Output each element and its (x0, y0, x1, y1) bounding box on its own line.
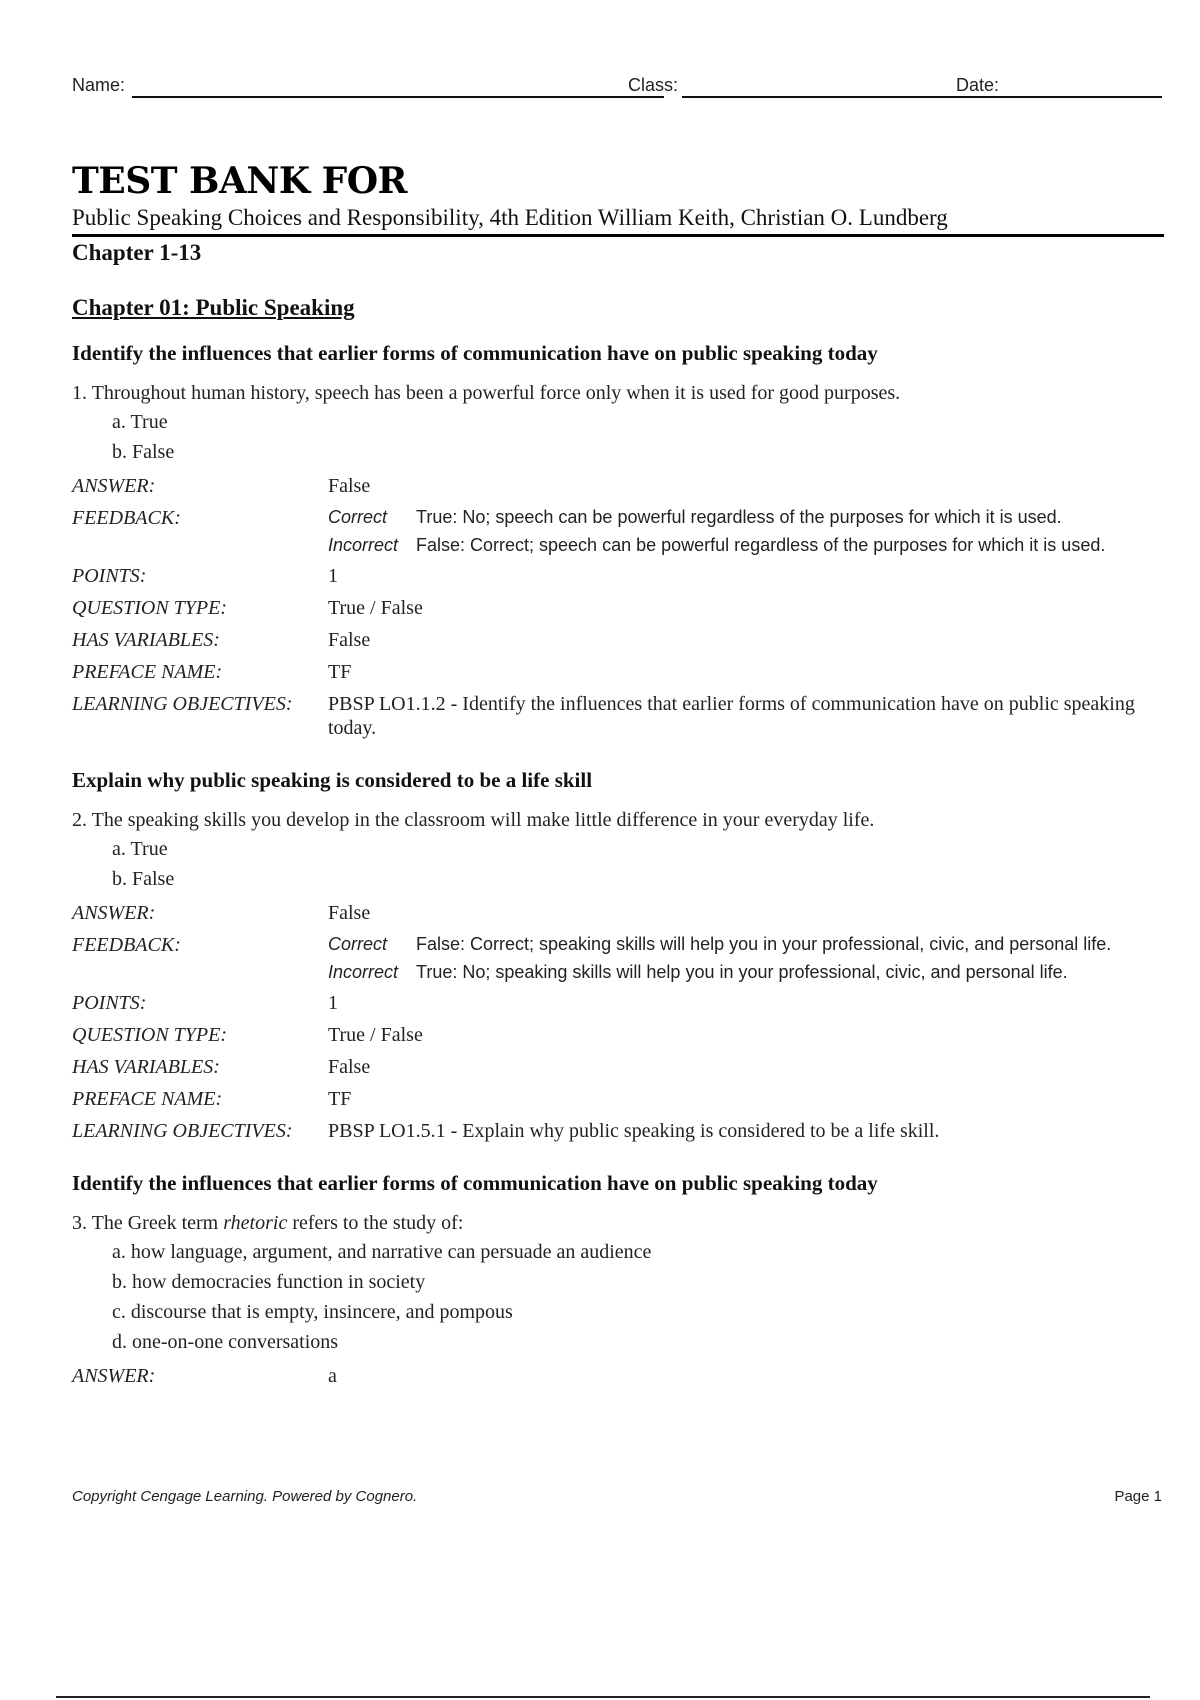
answer-options (112, 836, 1164, 896)
question-text: Throughout human history, speech has been a powerful force only when it is used for good purposes. (91, 382, 901, 404)
question-type-value: True / False (328, 597, 423, 619)
question-type-label: QUESTION TYPE: (72, 597, 228, 619)
answer-option: b. False (112, 441, 175, 463)
preface-name-label: PREFACE NAME: (72, 1088, 223, 1110)
question-text-after: refers to the study of: (292, 1212, 464, 1234)
answer-option: b. False (112, 868, 175, 890)
feedback-type: Correct (328, 934, 388, 954)
question-term: rhetoric (223, 1212, 288, 1234)
answer-option: b. how democracies function in society (112, 1271, 426, 1293)
preface-name-value: TF (328, 1088, 352, 1110)
feedback-type: Correct (328, 507, 388, 527)
copyright-text: Copyright Cengage Learning. Powered by Cognero. (72, 1488, 418, 1505)
question-text-before: The Greek term (91, 1212, 219, 1234)
feedback-label: FEEDBACK: (72, 934, 181, 956)
chapter-range: Chapter 1-13 (72, 240, 202, 265)
question-metadata (72, 898, 1164, 1148)
answer-option: d. one-on-one conversations (112, 1331, 339, 1353)
class-label: Class: (628, 75, 679, 95)
answer-option: c. discourse that is empty, insincere, and pompous (112, 1301, 513, 1323)
feedback-text: False: Correct; speaking skills will help you in your professional, civic, and personal life. (416, 934, 1112, 954)
name-field-line (132, 96, 664, 98)
question-stem (72, 380, 1164, 406)
feedback-type: Incorrect (328, 535, 399, 555)
feedback-type: Incorrect (328, 962, 399, 982)
name-label: Name: (72, 75, 126, 95)
question-metadata (72, 1361, 1164, 1393)
answer-value: False (328, 902, 371, 924)
answer-label: ANSWER: (72, 475, 156, 497)
feedback-row (328, 506, 1164, 528)
objective-heading: Identify the influences that earlier forms of communication have on public speaking today (72, 1171, 878, 1195)
points-label: POINTS: (72, 992, 147, 1014)
feedback-row (328, 534, 1164, 556)
page-footer (72, 1488, 1162, 1510)
question-text: The speaking skills you develop in the classroom will make little difference in your everyday life. (91, 809, 875, 831)
points-value: 1 (328, 992, 338, 1014)
feedback-text: True: No; speaking skills will help you in your professional, civic, and personal life. (416, 962, 1068, 982)
title-rule (72, 234, 1164, 237)
answer-label: ANSWER: (72, 1365, 156, 1387)
answer-option: a. True (112, 838, 168, 860)
date-field-line (1006, 96, 1162, 98)
question-1 (72, 340, 1164, 745)
question-2 (72, 767, 1164, 1148)
chapter-heading: Chapter 01: Public Speaking (72, 295, 355, 320)
answer-value: a (328, 1365, 337, 1387)
page-number: Page 1 (1114, 1488, 1162, 1505)
answer-options (112, 1239, 1164, 1359)
learning-objectives-value: PBSP LO1.1.2 - Identify the influences that earlier forms of communication have on public speaking today. (328, 693, 1135, 739)
question-stem (72, 1210, 1164, 1236)
learning-objectives-label: LEARNING OBJECTIVES: (72, 1120, 293, 1142)
learning-objectives-label: LEARNING OBJECTIVES: (72, 693, 293, 715)
points-label: POINTS: (72, 565, 147, 587)
answer-label: ANSWER: (72, 902, 156, 924)
question-list (72, 340, 1164, 1415)
feedback-label: FEEDBACK: (72, 507, 181, 529)
answer-value: False (328, 475, 371, 497)
has-variables-value: False (328, 1056, 371, 1078)
feedback-row (328, 961, 1164, 983)
preface-name-value: TF (328, 661, 352, 683)
question-metadata (72, 471, 1164, 745)
points-value: 1 (328, 565, 338, 587)
objective-heading: Explain why public speaking is considered to be a life skill (72, 768, 593, 792)
has-variables-value: False (328, 629, 371, 651)
answer-options (112, 409, 1164, 469)
question-type-label: QUESTION TYPE: (72, 1024, 228, 1046)
has-variables-label: HAS VARIABLES: (72, 629, 220, 651)
question-number: 1. (72, 382, 87, 404)
answer-option: a. how language, argument, and narrative can persuade an audience (112, 1241, 652, 1263)
feedback-list (328, 503, 1164, 561)
preface-name-label: PREFACE NAME: (72, 661, 223, 683)
feedback-list (328, 930, 1164, 988)
question-number: 2. (72, 809, 87, 831)
feedback-text: False: Correct; speech can be powerful regardless of the purposes for which it is used. (416, 535, 1106, 555)
question-3 (72, 1170, 1164, 1393)
page-edge-rule (56, 1696, 1150, 1698)
date-label: Date: (956, 75, 1000, 95)
header-fields (72, 72, 1162, 102)
answer-option: a. True (112, 411, 168, 433)
question-stem (72, 807, 1164, 833)
learning-objectives-value: PBSP LO1.5.1 - Explain why public speaking is considered to be a life skill. (328, 1120, 940, 1142)
feedback-row (328, 933, 1164, 955)
objective-heading: Identify the influences that earlier forms of communication have on public speaking today (72, 341, 878, 365)
title-block (72, 160, 1164, 267)
question-number: 3. (72, 1212, 87, 1234)
feedback-text: True: No; speech can be powerful regardless of the purposes for which it is used. (416, 507, 1062, 527)
document-subtitle: Public Speaking Choices and Responsibility, 4th Edition William Keith, Christian O. Lundberg (72, 205, 948, 230)
has-variables-label: HAS VARIABLES: (72, 1056, 220, 1078)
document-title: TEST BANK FOR (72, 160, 407, 202)
question-type-value: True / False (328, 1024, 423, 1046)
